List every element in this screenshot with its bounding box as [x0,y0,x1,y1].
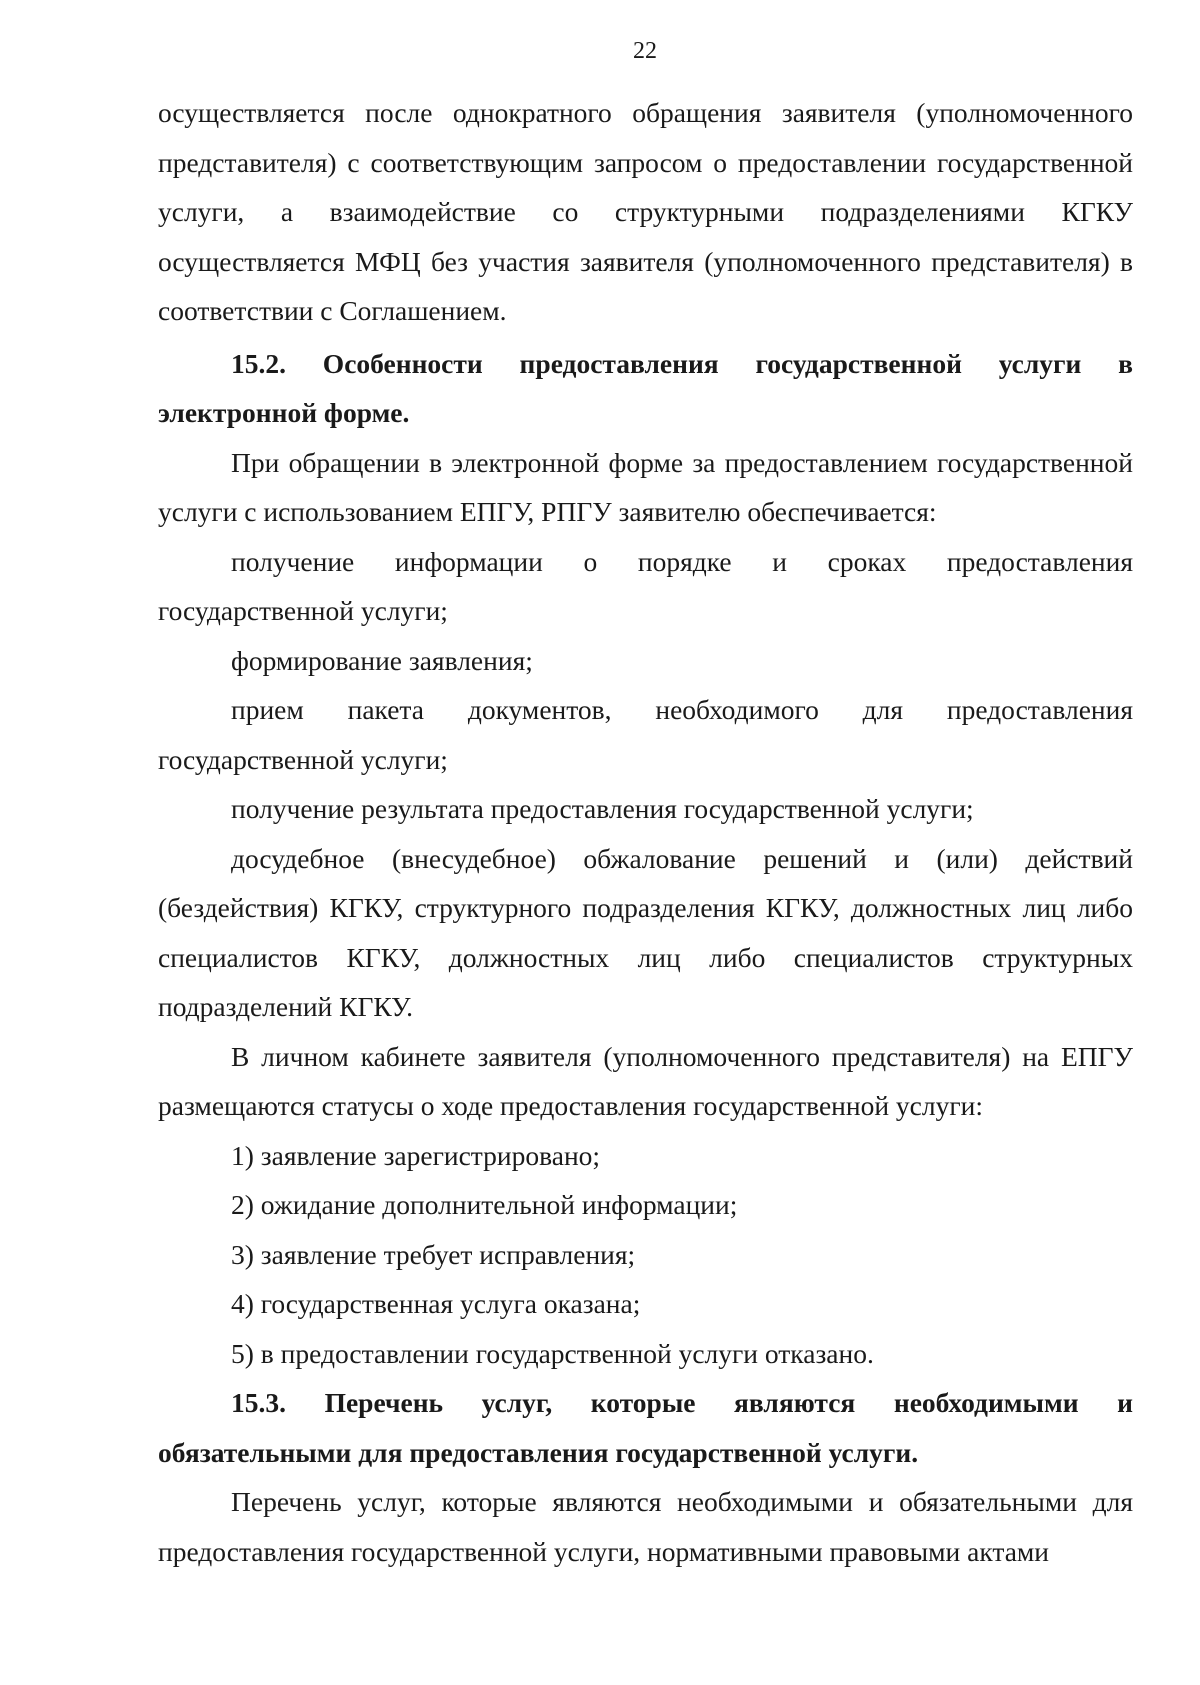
status-item: 4) государственная услуга оказана; [231,1288,641,1319]
status-item: 1) заявление зарегистрировано; [231,1139,601,1171]
list-item: формирование заявления; [231,644,533,676]
statuses-intro: В личном кабинете заявителя (уполномоченного представителя) на ЕПГУ размещаются статусы о ходе предоставления государственной услуги: [158,1040,1133,1121]
section-15-3-text: Перечень услуг, которые являются необходимыми и обязательными для предоставления государственной услуги, нормативными правовыми актами [158,1486,1133,1567]
page-number: 22 [633,38,657,64]
section-15-2-intro: При обращении в электронной форме за предоставлением государственной услуги с использованием ЕПГУ, РПГУ заявителю обеспечивается: [158,446,1133,527]
document-body [158,88,1133,1576]
list-item: прием пакета документов, необходимого для предоставления государственной услуги; [158,694,1133,775]
list-item: получение информации о порядке и сроках предоставления государственной услуги; [158,545,1133,626]
list-item: досудебное (внесудебное) обжалование решений и (или) действий (бездействия) КГКУ, структурного подразделения КГКУ, должностных лиц либо специалистов КГКУ, должностных лиц либо специалистов структурных подразделений КГКУ. [158,842,1133,1022]
status-item: 3) заявление требует исправления; [231,1238,636,1270]
section-heading-15-3: 15.3. Перечень услуг, которые являются необходимыми и обязательными для предоставления государственной услуги. [158,1387,1133,1468]
list-item: получение результата предоставления государственной услуги; [231,793,974,824]
status-item: 5) в предоставлении государственной услуги отказано. [231,1337,874,1369]
section-heading-15-2: 15.2. Особенности предоставления государственной услуги в электронной форме. [158,347,1133,428]
status-item: 2) ожидание дополнительной информации; [231,1189,738,1220]
paragraph-continuation: осуществляется после однократного обращения заявителя (уполномоченного представителя) с соответствующим запросом о предоставлении государственной услуги, а взаимодействие со структурными подразделениями КГКУ осуществляется МФЦ без участия заявителя (уполномоченного представителя) в соответствии с Соглашением. [158,97,1133,326]
